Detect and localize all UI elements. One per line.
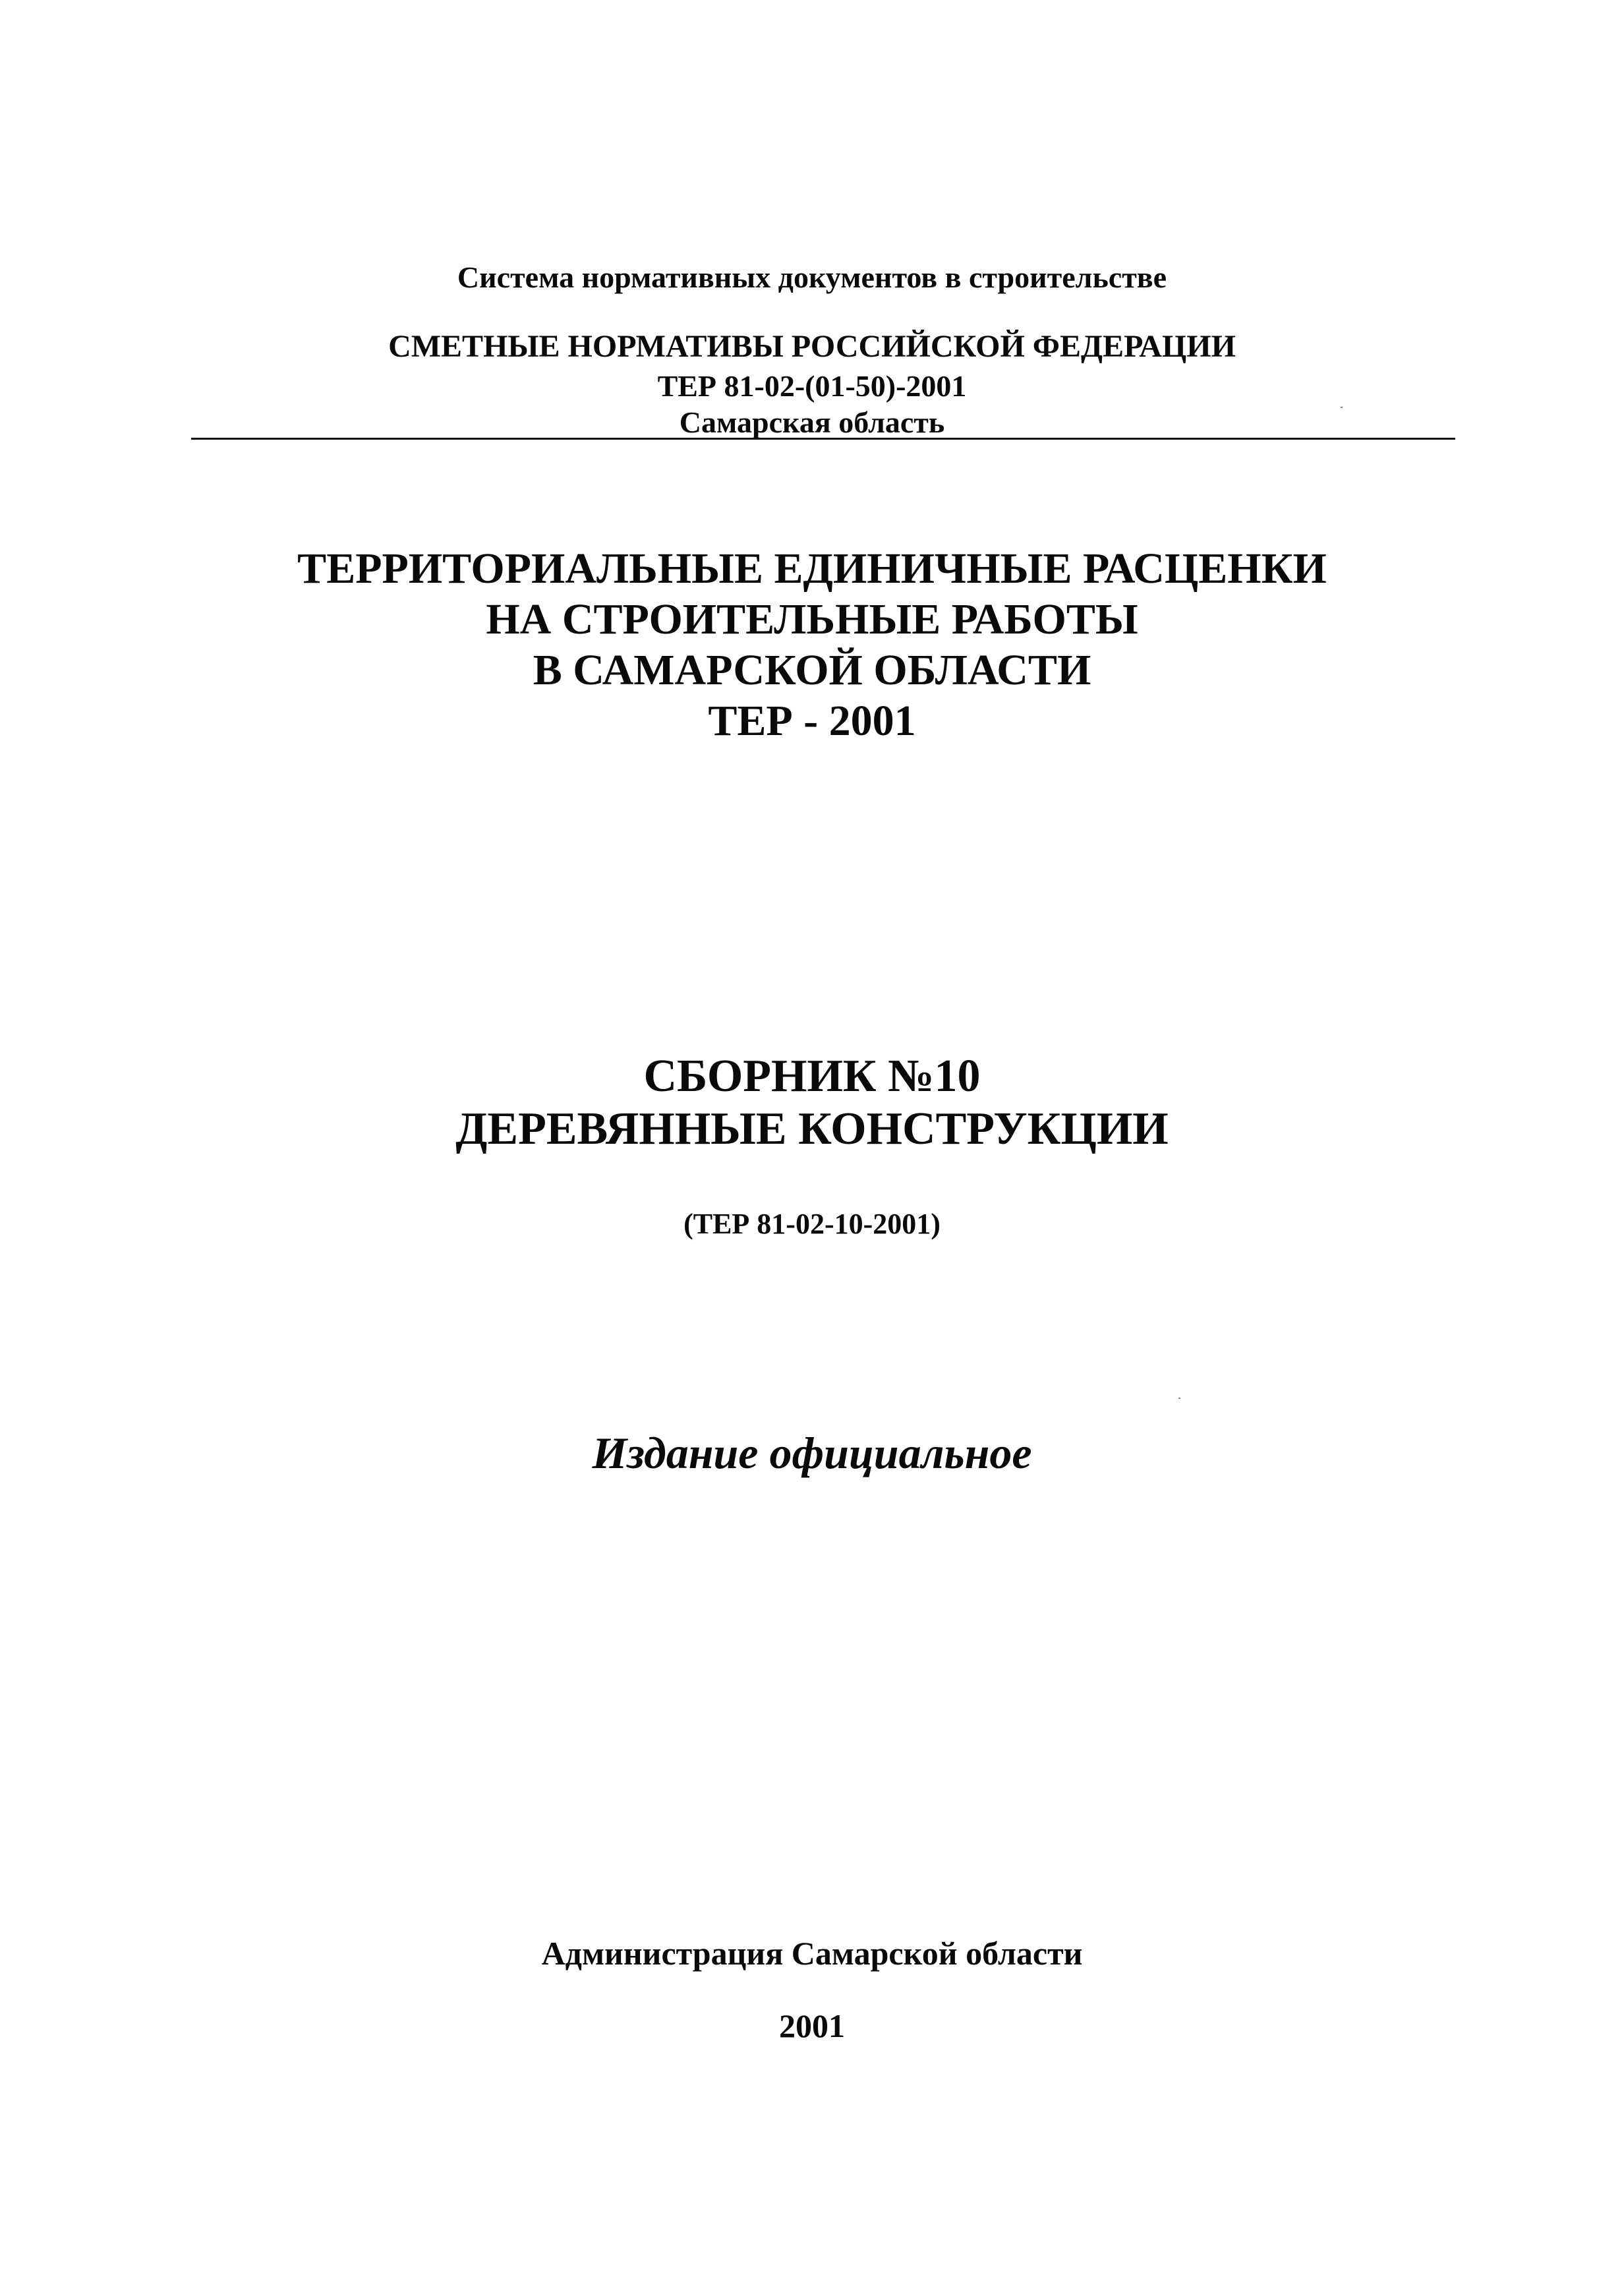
- scan-speck: [1341, 407, 1343, 408]
- scan-speck: [1178, 1398, 1180, 1399]
- collection-code: (ТЕР 81-02-10-2001): [683, 1208, 941, 1240]
- main-title-line-3: В САМАРСКОЙ ОБЛАСТИ: [533, 646, 1091, 694]
- collection-number: СБОРНИК №10: [643, 1051, 981, 1102]
- publication-year: 2001: [779, 2007, 845, 2044]
- collection-name: ДЕРЕВЯННЫЕ КОНСТРУКЦИИ: [455, 1104, 1169, 1154]
- edition-label: Издание официальное: [592, 1428, 1032, 1478]
- document-code: ТЕР 81-02-(01-50)-2001: [657, 369, 967, 403]
- main-title-line-1: ТЕРРИТОРИАЛЬНЫЕ ЕДИНИЧНЫЕ РАСЦЕНКИ: [297, 545, 1327, 593]
- region-name: Самарская область: [679, 405, 945, 439]
- publisher-name: Администрация Самарской области: [541, 1935, 1083, 1972]
- series-title: Система нормативных документов в строительстве: [457, 260, 1167, 294]
- header-divider: [191, 438, 1455, 440]
- main-title-line-2: НА СТРОИТЕЛЬНЫЕ РАБОТЫ: [486, 595, 1138, 643]
- main-title-line-4: ТЕР - 2001: [708, 697, 916, 745]
- norms-title: СМЕТНЫЕ НОРМАТИВЫ РОССИЙСКОЙ ФЕДЕРАЦИИ: [388, 329, 1236, 364]
